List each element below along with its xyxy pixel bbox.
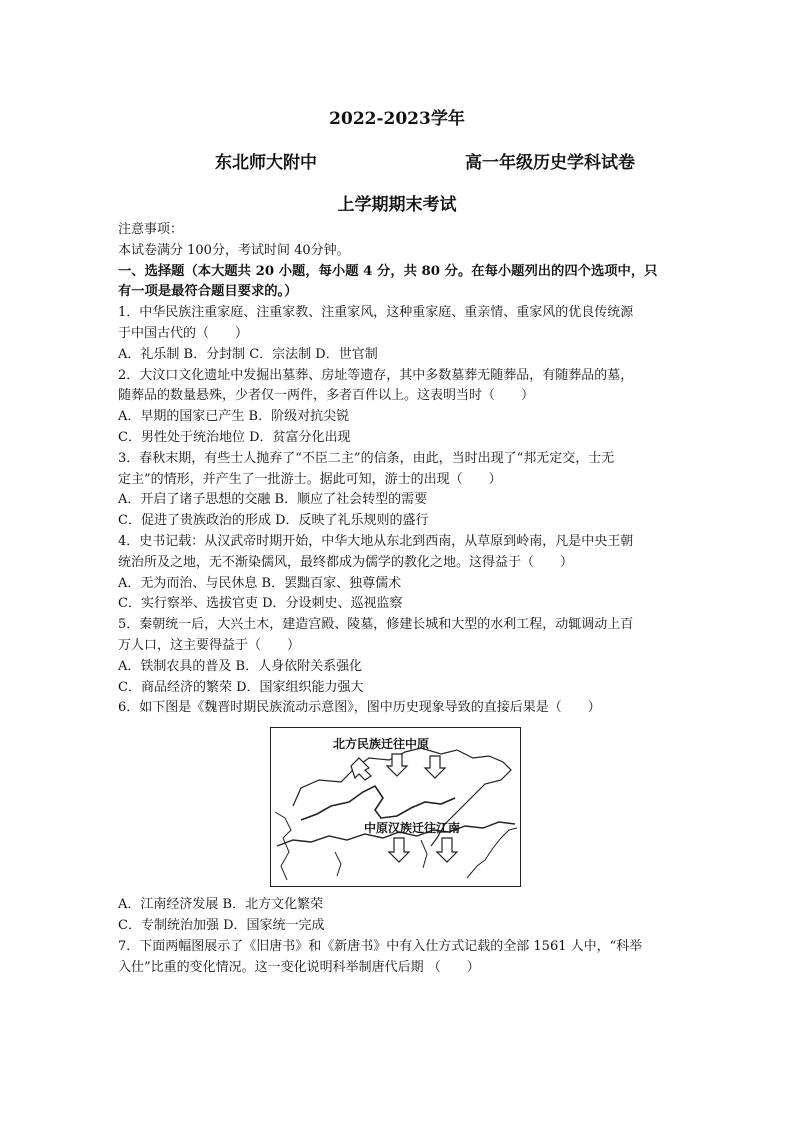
question-line: 统治所及之地，无不渐染儒风，最终都成为儒学的教化之地。这得益于（ ） xyxy=(118,554,574,570)
question-line: A．早期的国家已产生 B．阶级对抗尖锐 xyxy=(118,409,350,425)
question-line: 于中国古代的（ ） xyxy=(118,325,249,341)
arrow-down-icon xyxy=(425,756,445,778)
question-line: A．无为而治、与民休息 B．罢黜百家、独尊儒术 xyxy=(118,575,402,591)
question-line: 本试卷满分 100分，考试时间 40分钟。 xyxy=(118,242,350,258)
question-line: C．专制统治加强 D．国家统一完成 xyxy=(118,917,325,933)
question-line: A．礼乐制 B．分封制 C．宗法制 D．世官制 xyxy=(118,346,378,362)
map-river-tributary-1 xyxy=(335,852,341,876)
exam-title: 上学期期末考试 xyxy=(337,195,457,215)
question-line: 入仕”比重的变化情况。这一变化说明科举制唐代后期 （ ） xyxy=(118,959,480,975)
question-line: 5．秦朝统一后，大兴土木，建造宫殿、陵墓，修建长城和大型的水利工程，动辄调动上百 xyxy=(118,617,634,633)
question-line: A．铁制农具的普及 B．人身依附关系强化 xyxy=(118,658,363,674)
question-lines-bottom xyxy=(118,895,698,978)
arrow-down-icon xyxy=(389,838,409,862)
question-line: C．商品经济的繁荣 D．国家组织能力强大 xyxy=(118,679,364,695)
question-line: C．促进了贵族政治的形成 D．反映了礼乐规则的盛行 xyxy=(118,513,429,529)
question-line: 7．下面两幅图展示了《旧唐书》和《新唐书》中有入仕方式记载的全部 1561 人中，“科举 xyxy=(118,938,643,954)
paper-year: 2022-2023学年 xyxy=(329,109,465,129)
question-line: 有一项是最符合题目要求的。） xyxy=(118,284,298,300)
question-line: 3．春秋末期，有些士人抛弃了“不臣二主”的信条，由此，当时出现了“邦无定交，士无 xyxy=(118,450,615,466)
question-lines-top xyxy=(118,220,698,719)
migration-map xyxy=(270,727,521,887)
question-line: 2．大汶口文化遗址中发掘出墓葬、房址等遗存，其中多数墓葬无随葬品，有随葬品的墓， xyxy=(118,367,634,383)
question-line: 随葬品的数量悬殊，少者仅一两件，多者百件以上。这表明当时（ ） xyxy=(118,388,535,404)
map-label-south: 中原汉族迁往江南 xyxy=(364,821,461,836)
arrow-down-icon xyxy=(351,758,371,780)
arrow-down-icon xyxy=(437,838,457,862)
question-line: 1．中华民族注重家庭、注重家教、注重家风，这种重家庭、重亲情、重家风的优良传统源 xyxy=(118,305,634,321)
question-line: C．实行察举、选拔官吏 D．分设刺史、巡视监察 xyxy=(118,596,403,612)
question-line: 6．如下图是《魏晋时期民族流动示意图》，图中历史现象导致的直接后果是（ ） xyxy=(118,700,601,716)
question-line: 一、选择题（本大题共 20 小题，每小题 4 分，共 80 分。在每小题列出的四个选项中，只 xyxy=(118,263,658,279)
question-line: A．江南经济发展 B．北方文化繁荣 xyxy=(118,897,324,913)
map-label-north: 北方民族迁往中原 xyxy=(333,737,430,752)
school-name: 东北师大附中 xyxy=(215,153,317,173)
arrow-down-icon xyxy=(387,754,407,776)
question-line: A．开启了诸子思想的交融 B．顺应了社会转型的需要 xyxy=(118,492,428,508)
map-river-tributary-2 xyxy=(421,840,427,868)
question-line: 万人口，这主要得益于（ ） xyxy=(118,637,301,653)
paper-title: 高一年级历史学科试卷 xyxy=(465,153,635,173)
question-line: 注意事项： xyxy=(118,222,184,237)
exam-body xyxy=(118,220,698,978)
question-line: 定主”的情形，并产生了一批游士。据此可知，游士的出现（ ） xyxy=(118,471,502,487)
map-river-yellow xyxy=(301,786,455,820)
question-line: 4．史书记载：从汉武帝时期开始，中华大地从东北到西南，从草原到岭南，凡是中央王朝 xyxy=(118,533,634,549)
map-border-south xyxy=(467,828,517,878)
question-line: C．男性处于统治地位 D．贫富分化出现 xyxy=(118,429,351,445)
